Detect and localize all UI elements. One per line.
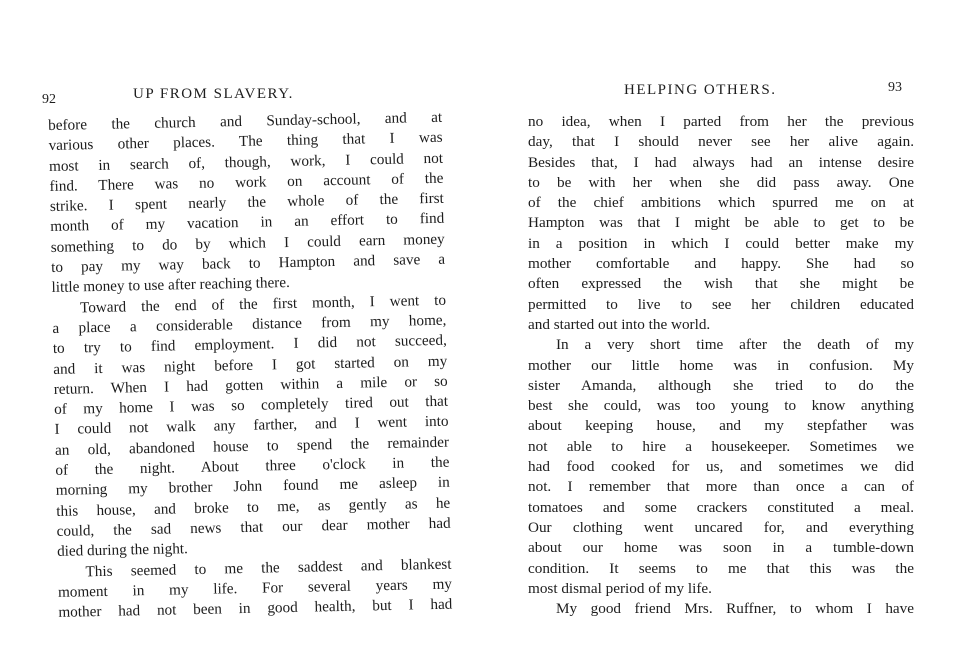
text-line: tomatoes and some crackers constituted a meal. [528,498,914,516]
text-line: morning my brother John found me asleep in [55,474,450,500]
text-line: day, that I should never see her alive again. [528,133,914,151]
page-number: 92 [42,92,56,107]
text-line: in a position in which I could better make my [528,234,914,252]
text-line: could, the sad news that our dear mother had [56,514,451,540]
text-line: mother comfortable and happy. She had so [528,255,914,273]
text-line: not. I remember that more than once a can of [528,478,914,496]
text-line: to be with her when she did pass away. One [528,173,914,191]
text-line: no idea, when I parted from her the previous [528,113,914,130]
text-line: little money to use after reaching there. [51,274,290,297]
text-line: various other places. The thing that I was [48,129,443,155]
text-line: Besides that, I had always had an intense desire [528,153,914,171]
body-text [528,112,914,619]
right-page [500,0,980,671]
page-number: 93 [888,80,902,95]
text-line: Toward the end of the first month, I went to [79,291,447,317]
text-line: return. When I had gotten within a mile or so [53,372,448,398]
text-line: about our home was soon in a tumble-down [528,539,914,557]
text-line: had food cooked for us, and sometimes we did [528,458,914,476]
text-line: an old, abandoned house to spend the remainder [54,433,450,459]
text-line: Hampton was that I might be able to get to be [528,214,914,232]
text-line: Our clothing went uncared for, and everything [528,518,914,536]
text-line: condition. It seems to me that this was the [528,559,914,577]
text-line: moment in my life. For several years my [57,575,453,601]
text-line: died during the night. [56,540,189,561]
text-line: to pay my way back to Hampton and save a [50,250,446,277]
text-line: and it was night before I got started on my [53,352,448,378]
text-line: My good friend Mrs. Ruffner, to whom I have [556,600,914,618]
text-line: best she could, was too young to know anything [528,397,914,415]
text-line: something to do by which I could earn money [50,230,445,256]
text-line: of the night. About three o'clock in the [55,453,450,479]
text-line: and started out into the world. [528,315,711,333]
text-line: sister Amanda, although she tried to do the [528,376,914,394]
text-line: often expressed the wish that she might be [528,275,914,293]
text-line: This seemed to me the saddest and blankest [85,555,452,580]
text-line: about keeping house, and my stepfather was [528,417,914,435]
text-line: find. There was no work on account of the [49,169,444,195]
text-line: not able to hire a housekeeper. Sometimes we [528,437,914,455]
text-line: strike. I spent nearly the whole of the first [49,189,444,216]
text-line: to try to find employment. I did not succeed, [52,331,447,358]
text-line: month of my vacation in an effort to find [50,210,445,236]
text-line: before the church and Sunday-school, and at [48,108,443,134]
body-text [48,108,453,624]
text-line: I could not walk any farther, and I went into [54,413,449,439]
text-line: a place a considerable distance from my home, [52,311,447,337]
text-line: most dismal period of my life. [528,579,712,597]
text-line: of the chief ambitions which spurred me on at [528,194,914,212]
running-head: HELPING OTHERS. [624,82,777,98]
text-line: mother had not been in good health, but I had [58,595,453,622]
text-line: mother our little home was in confusion. My [528,356,914,374]
text-line: permitted to live to see her children educated [528,295,914,313]
text-line: this house, and broke to me, as gently as he [56,494,451,520]
running-head: UP FROM SLAVERY. [133,86,294,102]
text-line: of my home I was so completely tired out that [53,392,449,419]
text-line: In a very short time after the death of my [556,336,914,354]
text-line: most in search of, though, work, I could not [48,149,444,175]
